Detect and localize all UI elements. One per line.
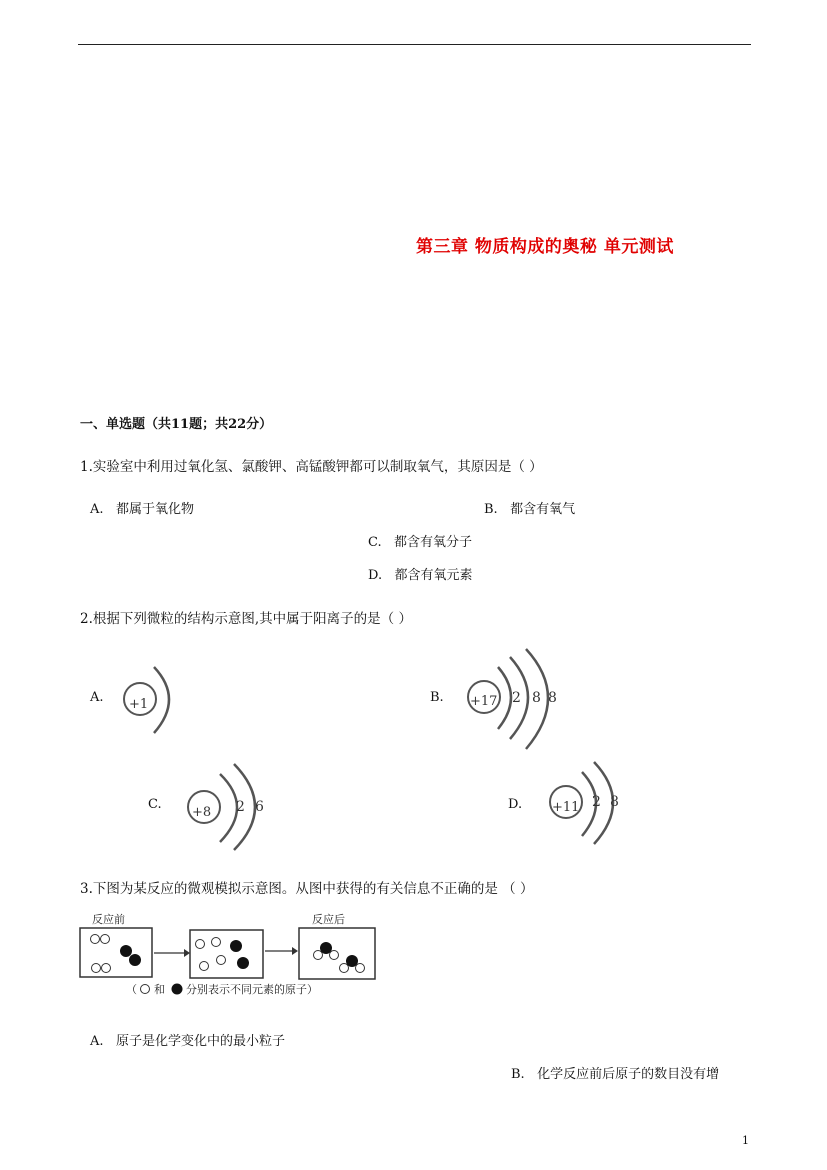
atom-diagram-d	[544, 758, 634, 848]
before-box	[80, 928, 152, 977]
shell-electron-count: 8	[610, 794, 619, 810]
white-atom	[101, 935, 110, 944]
white-atom	[356, 964, 365, 973]
option-label: D.	[368, 568, 383, 583]
white-atom	[196, 940, 205, 949]
white-atom	[200, 962, 209, 971]
after-label: 反应后	[312, 913, 345, 926]
shell-electron-count: 2	[592, 794, 601, 810]
black-atom	[230, 940, 242, 952]
arrow-head	[184, 949, 190, 957]
atom-diagram-b	[462, 645, 572, 760]
q2-option-c-label[interactable]: C.	[148, 797, 162, 812]
header-rule	[78, 44, 751, 45]
option-text: 都含有氧元素	[394, 568, 473, 583]
arrow-head	[292, 947, 298, 955]
black-atom-key	[172, 984, 183, 995]
electron-shell	[220, 774, 237, 842]
q2-option-a-label[interactable]: A.	[90, 690, 104, 705]
white-atom	[314, 951, 323, 960]
black-atom	[237, 957, 249, 969]
white-atom	[340, 964, 349, 973]
white-atom	[330, 951, 339, 960]
option-text: 都含有氧分子	[394, 535, 473, 550]
page-title: 第三章 物质构成的奥秘 单元测试	[416, 237, 674, 257]
nucleus-charge: +17	[470, 694, 498, 709]
caption-and: 和	[154, 983, 165, 996]
q2-option-d-label[interactable]: D.	[508, 797, 523, 812]
question-3-text: 3.下图为某反应的微观模拟示意图。从图中获得的有关信息不正确的是 （ ）	[80, 881, 534, 897]
white-atom	[91, 935, 100, 944]
white-atom-key	[141, 985, 150, 994]
atom-diagram-c	[182, 760, 277, 855]
shell-electron-count: 6	[255, 799, 264, 815]
option-label: A.	[90, 502, 104, 517]
q3-option-a[interactable]	[90, 1030, 285, 1049]
option-label: C.	[368, 535, 382, 550]
white-atom	[212, 938, 221, 947]
nucleus-charge: +11	[552, 800, 580, 815]
q1-option-d[interactable]	[368, 564, 473, 583]
q3-option-b[interactable]	[511, 1063, 719, 1082]
shell-electron-count: 2	[512, 690, 521, 706]
black-atom	[120, 945, 132, 957]
page-number: 1	[742, 1134, 749, 1147]
option-text: 原子是化学变化中的最小粒子	[115, 1034, 285, 1049]
q1-option-a[interactable]	[90, 498, 194, 517]
option-text: 都属于氧化物	[115, 502, 194, 517]
white-atom	[92, 964, 101, 973]
question-1-text: 1.实验室中利用过氧化氢、氯酸钾、高锰酸钾都可以制取氧气，其原因是（ ）	[80, 459, 543, 475]
black-atom	[129, 954, 141, 966]
q1-option-c[interactable]	[368, 531, 472, 550]
shell-electron-count: 8	[548, 690, 557, 706]
shell-electron-count: 2	[236, 799, 245, 815]
option-label: A.	[90, 1034, 104, 1049]
option-text: 化学反应前后原子的数目没有增	[537, 1067, 720, 1082]
reaction-diagram	[78, 908, 388, 1000]
question-2-text: 2.根据下列微粒的结构示意图,其中属于阳离子的是（ ）	[80, 611, 412, 627]
caption-open: （	[126, 983, 137, 996]
section-heading: 一、单选题（共11题；共22分）	[80, 417, 273, 432]
middle-box	[190, 930, 263, 978]
shell-electron-count: 8	[532, 690, 541, 706]
white-atom	[102, 964, 111, 973]
nucleus-charge: +1	[129, 697, 149, 712]
option-text: 都含有氧气	[510, 502, 576, 517]
q2-option-b-label[interactable]: B.	[430, 690, 444, 705]
option-label: B.	[484, 502, 498, 517]
nucleus-charge: +8	[192, 805, 212, 820]
option-label: B.	[511, 1067, 525, 1082]
white-atom	[217, 956, 226, 965]
atom-diagram-a	[118, 655, 188, 745]
before-label: 反应前	[92, 913, 125, 926]
caption-text: 分别表示不同元素的原子）	[186, 983, 318, 996]
q1-option-b[interactable]	[484, 498, 575, 517]
